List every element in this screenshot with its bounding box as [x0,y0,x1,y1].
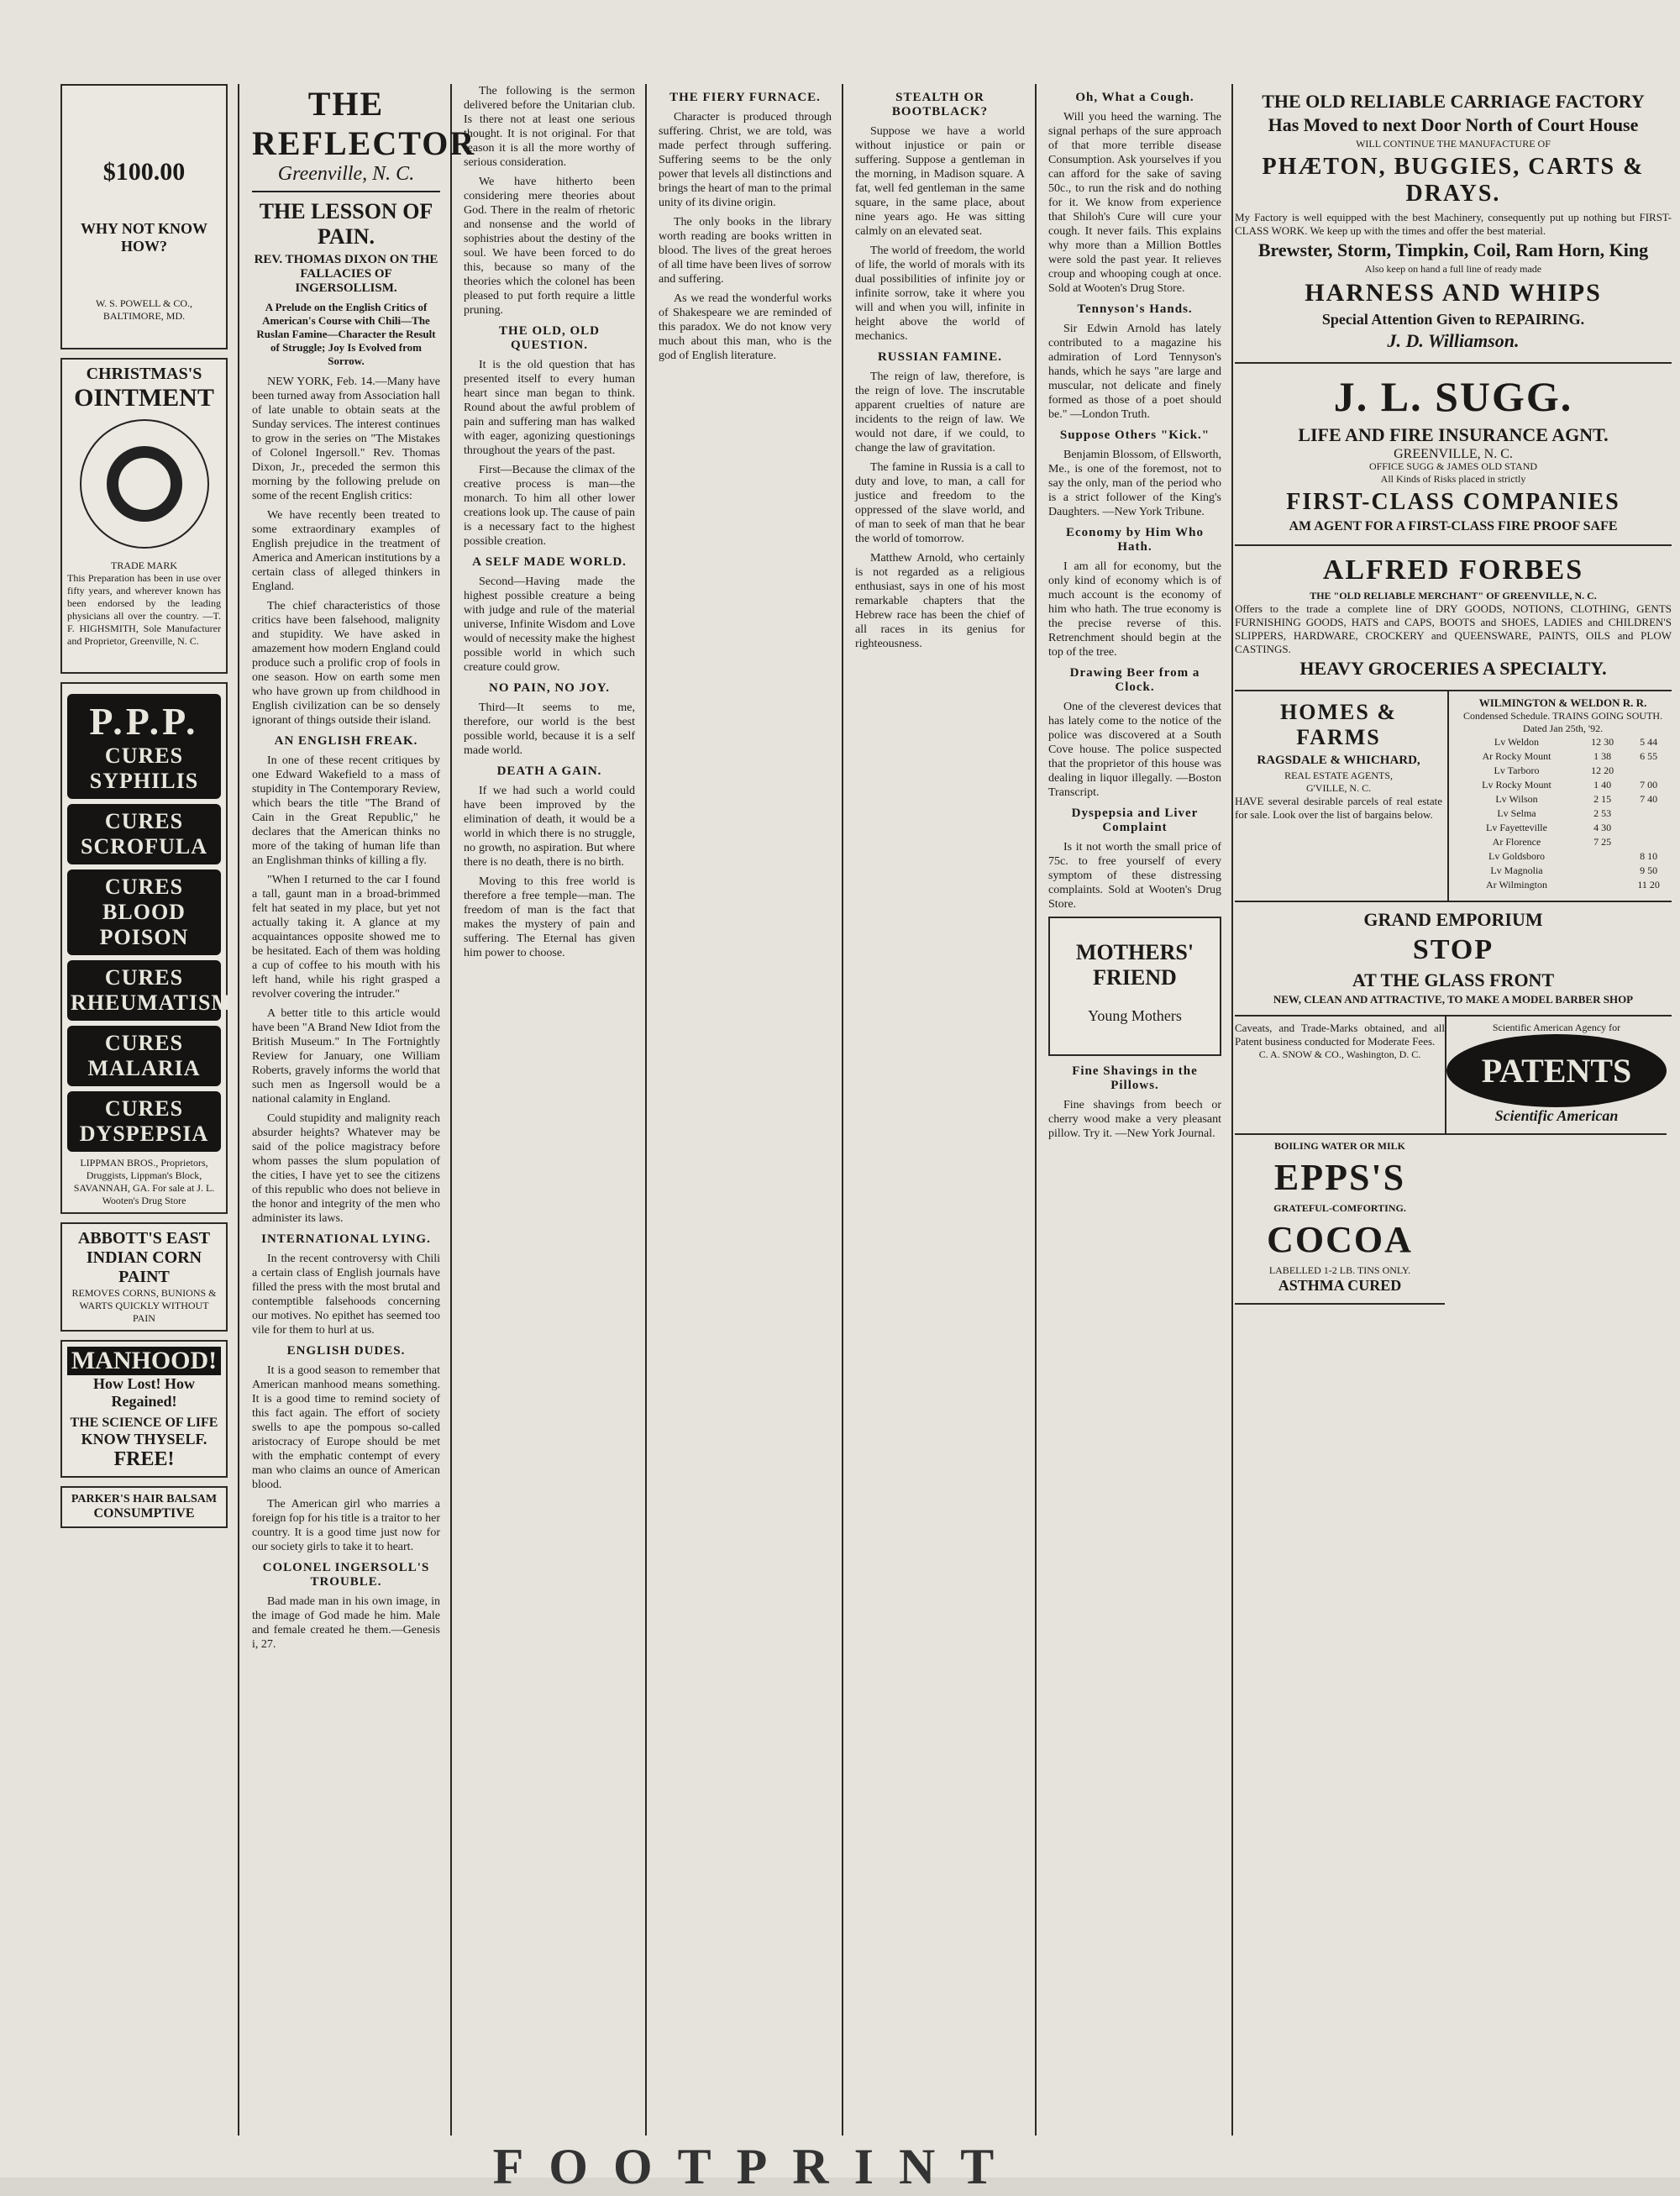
railroad-title: WILMINGTON & WELDON R. R. [1478,696,1647,709]
ppp-banner [67,1091,221,1152]
item-heading: Tennyson's Hands. [1077,302,1193,316]
carriage-will: WILL CONTINUE THE MANUFACTURE OF [1356,138,1551,150]
station-cell: Lv Wilson [1495,793,1538,805]
item-heading: Oh, What a Cough. [1075,91,1194,104]
ppp-banner [67,869,221,955]
patents-row [1235,1017,1672,1135]
article-paragraph: The famine in Russia is a call to duty and love, to man, a call for justice and freedom to the oppressed of the slave world, and of man to seek of man that he bear the world of tomorrow. [855,461,1025,545]
article-paragraph: Bad made man in his own image, in the image of God made he him. Male and female created he them.—Genesis i, 27. [252,1595,440,1651]
article-paragraph: Third—It seems to me, therefore, our world is the best possible world, because it is a self made world. [464,701,635,757]
section-heading: THE OLD, OLD QUESTION. [499,324,600,352]
ppp-cure-6: CURES DYSPEPSIA [79,1096,209,1146]
ppp-cure-2: CURES SCROFULA [80,809,207,859]
manhood-sub: How Lost! How Regained! [93,1375,195,1410]
section-heading: COLONEL INGERSOLL'S TROUBLE. [262,1561,430,1589]
homes-farms-ad [1235,691,1449,902]
snow-signature: C. A. SNOW & CO., Washington, D. C. [1258,1048,1421,1060]
timetable [1454,735,1672,892]
ointment-ad [60,358,228,674]
article-paragraph: Second—Having made the highest possible creature a being with judge and rule of the material universe, Infinite Wisdom and Love would of necessity make the highest possible world in which such creature could grow. [464,575,635,674]
article-column-4 [845,84,1037,2136]
item-heading: Fine Shavings in the Pillows. [1072,1064,1198,1092]
forbes-ad [1235,546,1672,691]
ppp-cure-5: CURES MALARIA [87,1031,201,1080]
article-column-1 [242,84,476,2136]
time-cell [1625,821,1672,835]
article-paragraph: It is a good season to remember that American manhood means something. It is a good time to remind society of this fact again. The effort of society swells to ape the pompous so-called aristocracy of Europe should be met with the emphatic contempt of every man who claims an ounce of American blood. [252,1364,440,1491]
sugg-office: OFFICE SUGG & JAMES OLD STAND [1368,460,1538,472]
time-cell: 7 25 [1593,836,1612,848]
model-barber: NEW, CLEAN AND ATTRACTIVE, TO MAKE A MODEL BARBER SHOP [1273,993,1634,1006]
bottom-headline: FOOTPRINT [492,2139,1020,2194]
sugg-risks: All Kinds of Risks placed in strictly [1380,473,1526,485]
homes-and-railroad-row [1235,691,1672,902]
trademark-label: TRADE MARK [110,560,177,571]
timetable-row [1454,792,1672,806]
station-cell: Lv Goldsboro [1488,850,1545,862]
epps-cocoa-ad [1235,1135,1445,1305]
asthma-cured: ASTHMA CURED [1278,1277,1402,1294]
article-column-3 [648,84,843,2136]
section-heading: RUSSIAN FAMINE. [877,350,1003,364]
time-cell: 4 30 [1593,822,1612,833]
timetable-row [1454,821,1672,835]
item-heading: Suppose Others "Kick." [1059,428,1210,442]
item-heading: Economy by Him Who Hath. [1066,526,1204,554]
mothers-title: MOTHERS' FRIEND [1075,940,1194,990]
young-mothers: Young Mothers [1088,1007,1182,1024]
station-cell: Lv Selma [1497,807,1536,819]
timetable-row [1454,864,1672,878]
carriage-sub: Has Moved to next Door North of Court House [1268,114,1639,135]
station-cell: Lv Magnolia [1490,864,1543,876]
cocoa-title: COCOA [1267,1219,1413,1260]
article-paragraph: Character is produced through suffering. Christ, we are told, was made perfect through suffering. Suffering seems to be the only power that levels all distinctions and brings the heart of man to the primal unity of its divine origin. [659,111,832,209]
time-cell [1625,835,1672,849]
right-ads-column [1235,84,1672,2136]
station-cell: Lv Fayetteville [1485,822,1547,833]
real-estate-label: REAL ESTATE AGENTS, [1284,770,1393,781]
ointment-title: CHRISTMAS'S [86,365,202,383]
section-heading: DEATH A GAIN. [496,764,602,778]
article-paragraph: Suppose we have a world without injustice or pain or suffering. Suppose a gentleman in the morning, in Madison square. A fat, well fed gentleman in the same square, in the same place, about nine years ago. He was sitting calmly on an elevated seat. [855,125,1025,238]
springs-list: Brewster, Storm, Timpkin, Coil, Ram Horn, King [1257,239,1649,260]
science-title: THE SCIENCE OF LIFE [70,1416,218,1430]
forbes-name: ALFRED FORBES [1322,554,1584,586]
time-cell: 5 44 [1640,736,1658,748]
carriage-body: My Factory is well equipped with the best Machinery, consequently put up nothing but FIRST-CLASS WORK. We keep up with the times and offer the best material. [1235,211,1672,237]
timetable-row [1454,849,1672,864]
seed-caption: WHY NOT KNOW HOW? [80,220,207,255]
seed-price: $100.00 [102,158,186,186]
timetable-row [1454,735,1672,749]
sugg-insurance-ad [1235,364,1672,546]
time-cell [1579,864,1625,878]
article-paragraph: "When I returned to the car I found a tall, gaunt man in a broad-brimmed felt hat seated in my place, but yet not actually taking it. A glance at my acquaintances opposite showed me to be hesitated. Each of them was holding a cup of coffee to his mouth with his left hand, while his right grasped a revolver covering the intruder." [252,874,440,1001]
ppp-cure-4: CURES RHEUMATISM [71,965,233,1015]
manhood-title: MANHOOD! [67,1347,221,1375]
article-paragraph: The following is the sermon delivered before the Unitarian club. Is there not at least one serious thought. It is not original. For that reason it is all the more worthy of serious consideration. [464,85,635,169]
tins-label: LABELLED 1-2 LB. TINS ONLY. [1268,1264,1411,1276]
article-paragraph: A better title to this article would have been "A Brand New Idiot from the British Museum." In The Fortnightly Review for January, one William Roberts, gravely informs the world that such men as Ingersoll would be a national calamity in England. [252,1007,440,1106]
forbes-sub: THE "OLD RELIABLE MERCHANT" OF GREENVILLE, N. C. [1310,590,1597,602]
ppp-banner [67,694,221,799]
timetable-row [1454,878,1672,892]
timetable-row [1454,806,1672,821]
time-cell [1579,849,1625,864]
trademark-seal-icon [80,419,209,549]
greenville-label: G'VILLE, N. C. [1305,782,1372,794]
time-cell: 1 38 [1593,750,1612,762]
emporium-title: GRAND EMPORIUM [1363,909,1543,930]
item-body: I am all for economy, but the only kind of economy which is of much account is the economy of him who hath. The true economy is the precise reverse of this. Retrenchment should begin at the top of the tree. [1048,560,1221,659]
ragsdale-name: RAGSDALE & WHICHARD, [1257,754,1420,767]
railroad-body: Condensed Schedule. TRAINS GOING SOUTH. Dated Jan 25th, '92. [1462,710,1663,734]
sci-am-agency: Scientific American Agency for [1492,1022,1621,1033]
epps-title: EPPS'S [1273,1157,1406,1198]
time-cell: 12 30 [1591,736,1614,748]
article-paragraph: The world of freedom, the world of life, the world of morals with its dual possibilities of infinite joy or infinite sorrow, take it where you will and when you will, infinite in height above the world of mechanics. [855,244,1025,343]
paper-name: THE REFLECTOR [252,85,476,162]
time-cell: 8 10 [1640,850,1658,862]
carriage-title: THE OLD RELIABLE CARRIAGE FACTORY [1262,91,1645,112]
time-cell: 9 50 [1640,864,1658,876]
item-body: Benjamin Blossom, of Ellsworth, Me., is one of the foremost, not to say the only, man of the period who is a strict follower of the King's Daughters. —New York Tribune. [1048,449,1221,518]
left-ads-column [50,84,239,2136]
ppp-banner [67,804,221,864]
patents-ad [1446,1017,1667,1135]
timetable-row [1454,835,1672,849]
sugg-sub: LIFE AND FIRE INSURANCE AGNT. [1298,424,1609,445]
ppp-seller: LIPPMAN BROS., Proprietors, Druggists, Lippman's Block, SAVANNAH, GA. For sale at J. L. Wooten's Drug Store [73,1157,215,1206]
section-heading: THE FIERY FURNACE. [669,91,821,104]
article-paragraph: It is the old question that has presented itself to every human heart since man began to think. Round about the awful problem of pain and suffering man has walked with eager, agonizing questionings throughout the years of the past. [464,359,635,457]
station-cell: Ar Florence [1492,836,1541,848]
ointment-body: This Preparation has been in use over fifty years, and wherever known has been endorsed by the leading physicians all over the country. —T. F. HIGHSMITH, Sole Manufacturer and Proprietor, Greenville, N. C. [67,572,221,647]
time-cell: 12 20 [1591,764,1614,776]
parkers-title: PARKER'S HAIR BALSAM [71,1493,218,1505]
article-paragraph: Moving to this free world is therefore a free temple—man. The freedom of man is the fact that makes the mystery of pain and suffering. The Eternal has given him power to choose. [464,875,635,959]
article-paragraph: First—Because the climax of the creative process is man—the monarch. To him all other lower creations look up. The cause of pain is a necessary fact to the highest possible creation. [464,464,635,548]
sugg-city: GREENVILLE, N. C. [1394,447,1513,461]
homes-body: HAVE several desirable parcels of real estate for sale. Look over the list of bargains below. [1235,795,1443,821]
grateful-label: GRATEFUL-COMFORTING. [1273,1202,1406,1214]
item-body: Is it not worth the small price of 75c. to free yourself of every symptom of these distressing complaints. Sold at Wooten's Drug Store. [1048,841,1221,911]
article-column-2 [454,84,647,2136]
article-title: THE LESSON OF PAIN. [259,199,433,249]
barber-ad [1235,902,1672,1017]
time-cell: 2 15 [1593,793,1612,805]
abbotts-body: REMOVES CORNS, BUNIONS & WARTS QUICKLY WITHOUT PAIN [71,1287,217,1324]
section-heading: STEALTH OR BOOTBLACK? [891,91,989,118]
parkers-ad [60,1486,228,1528]
article-paragraph: The American girl who marries a foreign fop for his title is a traitor to her country. It is a good time just now for our society girls to take it to heart. [252,1498,440,1553]
timetable-row [1454,778,1672,792]
section-heading: INTERNATIONAL LYING. [261,1232,431,1246]
first-class-companies: FIRST-CLASS COMPANIES [1286,489,1620,515]
glass-front: AT THE GLASS FRONT [1352,969,1555,990]
ppp-cure-3: CURES BLOOD POISON [99,875,189,949]
item-body: Fine shavings from beech or cherry wood make a very pleasant pillow. Try it. —New York Journal. [1048,1099,1221,1140]
free-label: FREE! [113,1448,175,1470]
time-cell [1579,878,1625,892]
article-paragraph: The chief characteristics of those critics have been falsehood, malignity and stupidity. We have asked in amazement how modern England could produce such a prolific crop of fools in one season. How on earth some men who have grown up from childhood in English civilization can be so densely ignorant of things outside their island. [252,600,440,727]
article-paragraph: We have hitherto been considering mere theories about God. There in the realm of rhetoric and nonsense and the world of sophistries about the destiny of the soul. We have been forced to do this, because so many of the theories which the colonel has been pleased to put forth require a little pruning. [464,176,635,317]
item-body: Will you heed the warning. The signal perhaps of the sure approach of that more terrible disease Consumption. Ask yourselves if you can afford for the sake of saving 50c., to run the risk and do nothing for it. We know from experience that Shiloh's Cure will cure your cough. It never fails. This explains why more than a Million Bottles were sold the past year. It relieves croup and whooping cough at once. Sold at Wooten's Drug Store. [1048,111,1221,295]
timetable-row [1454,764,1672,778]
article-paragraph: Matthew Arnold, who certainly is not regarded as a religious enthusiast, says in one of his most remarkable chapters that the Hebrew race has been the chief of all races in its genius for righteousness. [855,552,1025,650]
time-cell [1625,764,1672,778]
repairing-note: Special Attention Given to REPAIRING. [1321,311,1585,328]
harness-intro: Also keep on hand a full line of ready made [1364,263,1542,275]
manhood-ad [60,1340,228,1478]
seed-company: W. S. POWELL & CO., [95,297,193,309]
seed-ad [60,84,228,349]
seed-city: BALTIMORE, MD. [102,310,186,322]
williamson-sig: J. D. Williamson. [1387,330,1520,351]
article-paragraph: NEW YORK, Feb. 14.—Many have been turned away from Association hall of late unable to obtain seats at the Sunday services. The interest continues to grow in the series on "The Mistakes of Colonel Ingersoll." Rev. Thomas Dixon, Jr., preceded the sermon this morning by the following prelude on some of the recent English critics: [252,376,440,502]
sugg-name: J. L. SUGG. [1333,373,1573,420]
caveats-ad [1235,1017,1446,1135]
abbotts-title: ABBOTT'S EAST INDIAN CORN PAINT [77,1229,211,1286]
station-cell: Lv Rocky Mount [1482,779,1551,791]
article-deck: A Prelude on the English Critics of American's Course with Chili—The Ruslan Famine—Character the Result of Struggle; Joy Is Evolved from Sorrow. [256,301,436,367]
homes-title: HOMES & FARMS [1280,700,1397,749]
masthead [252,84,476,192]
article-byline: REV. THOMAS DIXON ON THE FALLACIES OF INGERSOLLISM. [254,253,438,295]
time-cell [1625,806,1672,821]
sci-am-title: Scientific American [1494,1107,1619,1124]
time-cell: 7 40 [1640,793,1658,805]
abbotts-ad [60,1222,228,1332]
item-body: One of the cleverest devices that has lately come to the notice of the police was discovered at a South Cove house. The police suspected that the proprietor of this house was dealing in liquor illegally. —Boston Transcript. [1048,701,1221,799]
station-cell: Ar Wilmington [1486,879,1547,890]
section-heading: A SELF MADE WORLD. [472,555,627,569]
harness-title: HARNESS AND WHIPS [1305,279,1602,307]
consumptive-label: CONSUMPTIVE [93,1506,195,1521]
know-thyself: KNOW THYSELF. [81,1431,207,1447]
time-cell: 11 20 [1637,879,1660,890]
carriage-goods: PHÆTON, BUGGIES, CARTS & DRAYS. [1262,154,1645,207]
ppp-ad [60,682,233,1214]
paper-place: Greenville, N. C. [277,163,415,185]
station-cell: Lv Weldon [1494,736,1540,748]
article-paragraph: If we had such a world could have been improved by the elimination of death, it would be a world in which there is no struggle, no growth, no aspiration. But where there is no death, there is no birth. [464,785,635,869]
forbes-body: Offers to the trade a complete line of DRY GOODS, NOTIONS, CLOTHING, GENTS FURNISHING GOODS, HATS and CAPS, BOOTS and SHOES, LADIES and CHILDREN'S SLIPPERS, HARDWARE, CROCKERY and QUEENSWARE, PAINTS, OILS and PLOW CASTINGS. [1235,602,1672,655]
item-heading: Dyspepsia and Liver Complaint [1071,806,1199,834]
mothers-friend-ad [1048,917,1221,1056]
article-paragraph: We have recently been treated to some extraordinary examples of English prejudice in the treatment of America and American institutions by a certain class of alleged thinkers in England. [252,509,440,593]
time-cell: 6 55 [1640,750,1658,762]
section-heading: ENGLISH DUDES. [286,1344,406,1358]
section-heading: NO PAIN, NO JOY. [489,681,610,695]
carriage-factory-ad [1235,84,1672,364]
station-cell: Ar Rocky Mount [1482,750,1551,762]
time-cell: 2 53 [1593,807,1612,819]
ointment-word: OINTMENT [74,384,214,412]
article-paragraph: Could stupidity and malignity reach absurder heights? Whatever may be said of the police magistracy before whom passes the slum population of the cities, I have yet to see the citizens of this republic who does not believe in the honor and integrity of the men who administer its laws. [252,1112,440,1225]
misc-column [1038,84,1233,2136]
timetable-row [1454,749,1672,764]
item-heading: Drawing Beer from a Clock. [1069,666,1200,694]
item-body: Sir Edwin Arnold has lately contributed to a magazine his admiration of Lord Tennyson's hands, which he says "are large and muscular, not delicate and finely formed as those of a poet should be." —London Truth. [1048,323,1221,421]
time-cell: 7 00 [1640,779,1658,791]
groceries-specialty: HEAVY GROCERIES A SPECIALTY. [1299,658,1607,679]
ppp-banner [67,1026,221,1086]
article-paragraph: The reign of law, therefore, is the reign of love. The inscrutable apparent cruelties of nature are incidents to the reign of law. We would not dare, if we could, to change the law of gravitation. [855,370,1025,454]
ppp-cure-1: CURES SYPHILIS [89,743,199,793]
patents-title: PATENTS [1446,1034,1667,1107]
ppp-banner [67,960,233,1021]
railroad-schedule [1449,691,1672,902]
caveats-body: Caveats, and Trade-Marks obtained, and all Patent business conducted for Moderate Fees. [1235,1022,1445,1048]
stop-title: STOP [1412,934,1494,965]
time-cell: 1 40 [1593,779,1612,791]
safe-agent: AM AGENT FOR A FIRST-CLASS FIRE PROOF SAFE [1289,519,1618,533]
article-paragraph: In one of these recent critiques by one Edward Wakefield to a mass of stupidity in The Contemporary Review, which bears the title "The Brand of Cain in the Great Republic," he declares that the American thinks no more of the taking of human life than an Englishman thinks of killing a fly. [252,754,440,867]
article-paragraph: The only books in the library worth reading are books written in blood. The lives of the great heroes of all time have been lives of sorrow and suffering. [659,216,832,286]
station-cell: Lv Tarboro [1494,764,1540,776]
boiling-label: BOILING WATER OR MILK [1274,1140,1405,1152]
section-heading: AN ENGLISH FREAK. [274,734,418,748]
article-paragraph: As we read the wonderful works of Shakespeare we are reminded of this paradox. We do not know very much about this man, who is the god of English literature. [659,292,832,362]
ppp-logo: P.P.P. [89,700,199,743]
article-paragraph: In the recent controversy with Chili a certain class of English journals have filled the press with the most brutal and contemptible falsehoods concerning our motives. No epithet has seemed too vile for them to hurl at us. [252,1253,440,1337]
